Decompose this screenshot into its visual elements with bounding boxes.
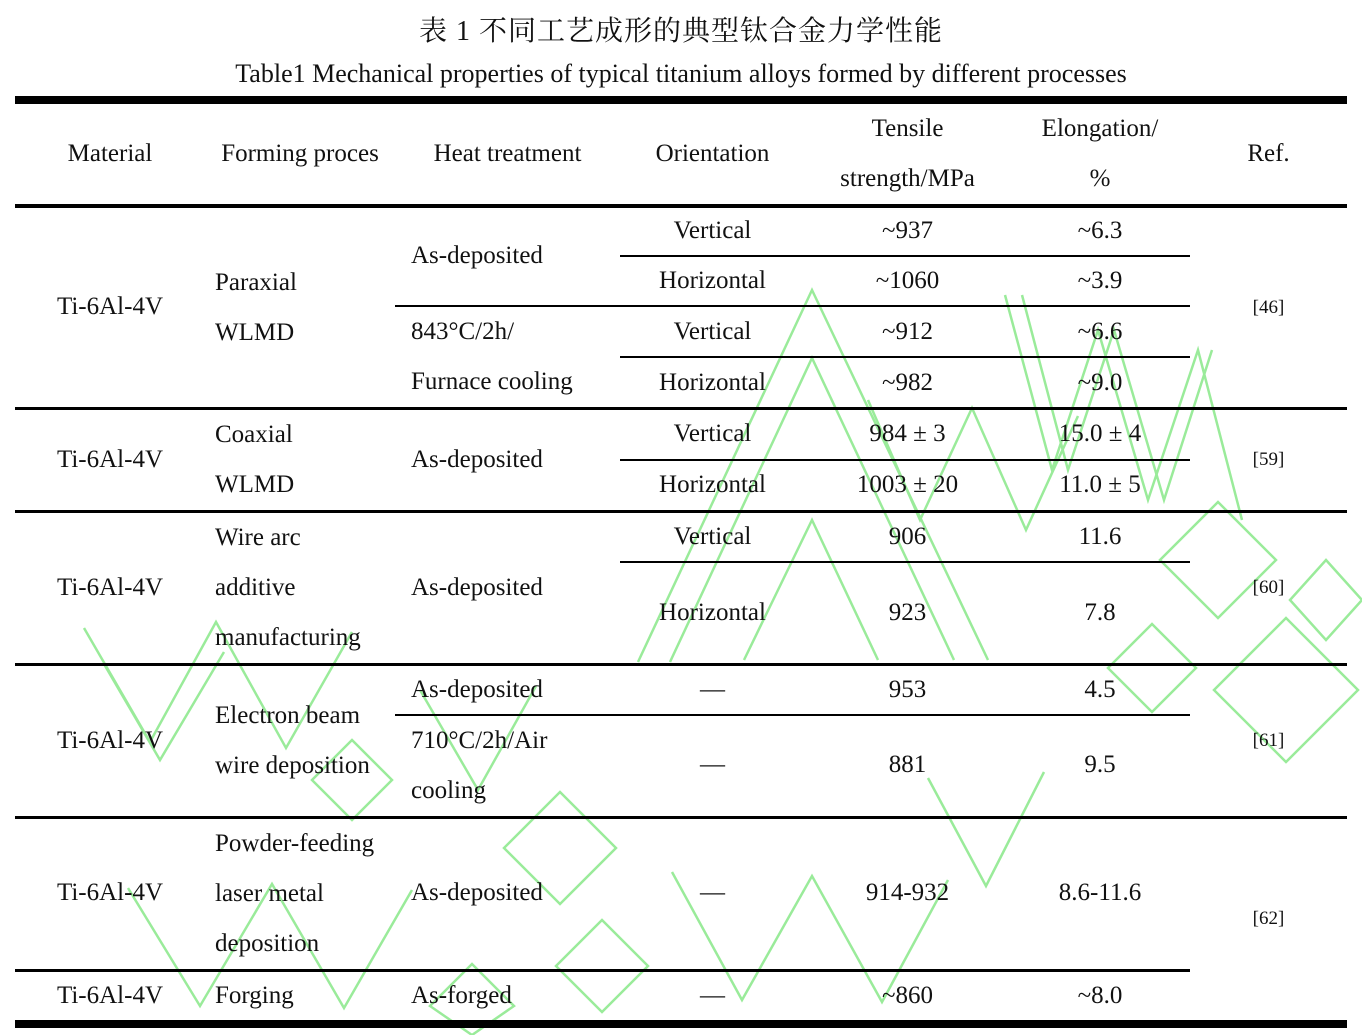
cell-reference: [61] [1190, 665, 1347, 818]
properties-table [15, 96, 1347, 1028]
cell-orientation: Vertical [620, 409, 805, 461]
forming-line: Wire arc [215, 524, 301, 551]
cell-tensile-strength: 923 [805, 562, 1010, 664]
cell-tensile-strength: ~1060 [805, 256, 1010, 306]
cell-elongation: 4.5 [1010, 665, 1190, 715]
forming-line: additive [215, 574, 296, 601]
cell-tensile-strength: 881 [805, 715, 1010, 818]
cell-orientation: Horizontal [620, 256, 805, 306]
table-row [15, 512, 1347, 563]
cell-tensile-strength: ~860 [881, 981, 934, 1009]
table-row [15, 665, 1347, 715]
cell-forming-process [205, 665, 395, 818]
header-elongation [1010, 100, 1190, 206]
cell-tensile-strength: 984 ± 3 [805, 409, 1010, 461]
cell-tensile-strength: ~937 [805, 206, 1010, 256]
header-elongation-line1: Elongation/ [1041, 115, 1159, 142]
cell-forming-process [205, 817, 395, 970]
forming-line: manufacturing [215, 624, 361, 651]
cell-heat-treatment: As-deposited [395, 409, 620, 512]
cell-heat-treatment: As-deposited [395, 206, 620, 306]
cell-elongation: 15.0 ± 4 [1010, 409, 1190, 461]
cell-heat-treatment: As-deposited [395, 665, 620, 715]
forming-line: Paraxial [215, 268, 297, 296]
cell-orientation: Horizontal [620, 357, 805, 408]
cell-elongation: 7.8 [1010, 562, 1190, 664]
cell-heat-treatment: As-deposited [395, 817, 620, 970]
cell-reference: [60] [1190, 512, 1347, 665]
cell-elongation: ~9.0 [1010, 357, 1190, 408]
forming-line: wire deposition [215, 751, 370, 779]
cell-tensile-strength: 906 [805, 512, 1010, 563]
cell-heat-treatment [395, 306, 620, 409]
cell-heat-treatment: As-deposited [395, 512, 620, 665]
cell-orientation: — [620, 715, 805, 818]
forming-line: Powder-feeding [215, 829, 375, 857]
cell-forming-process [205, 512, 395, 665]
cell-elongation: ~6.6 [1010, 306, 1190, 357]
cell-heat-treatment [395, 715, 620, 818]
heat-line: 710°C/2h/Air [411, 726, 548, 754]
forming-line: WLMD [215, 318, 295, 346]
header-elongation-line2: % [1089, 165, 1111, 192]
header-tensile-strength [805, 100, 1010, 206]
cell-orientation: — [620, 817, 805, 970]
cell-forming-process [205, 409, 395, 512]
header-tensile-line2: strength/MPa [840, 165, 975, 192]
cell-elongation: 11.6 [1010, 512, 1190, 563]
heat-line: Furnace cooling [411, 368, 573, 395]
cell-orientation: Vertical [620, 206, 805, 256]
cell-tensile-strength: 953 [805, 665, 1010, 715]
cell-orientation: Horizontal [620, 460, 805, 512]
cell-material: Ti-6Al-4V [15, 512, 205, 665]
table-caption-cn: 表 1 不同工艺成形的典型钛合金力学性能 [418, 16, 943, 47]
cell-material: Ti-6Al-4V [15, 206, 205, 409]
cell-elongation: ~6.3 [1010, 206, 1190, 256]
cell-material: Ti-6Al-4V [15, 665, 205, 818]
cell-forming-process [205, 206, 395, 409]
forming-line: Electron beam [215, 701, 361, 729]
cell-tensile-strength: ~912 [805, 306, 1010, 357]
cell-material: Ti-6Al-4V [15, 409, 205, 512]
forming-line: WLMD [215, 471, 295, 498]
heat-line: 843°C/2h/ [411, 318, 515, 345]
cell-orientation: — [700, 981, 725, 1009]
cell-orientation: Vertical [620, 306, 805, 357]
table-row [15, 970, 1347, 1024]
header-forming-process: Forming proces [205, 100, 395, 206]
forming-line: Coaxial [215, 421, 293, 448]
cell-reference: [46] [1190, 206, 1347, 409]
cell-material: Ti-6Al-4V [15, 817, 205, 970]
cell-orientation: Vertical [620, 512, 805, 563]
table-row [15, 206, 1347, 256]
table-row [15, 817, 1347, 970]
cell-reference: [62] [1252, 908, 1285, 930]
header-reference: Ref. [1190, 100, 1347, 206]
cell-elongation: ~3.9 [1010, 256, 1190, 306]
cell-tensile-strength: ~982 [805, 357, 1010, 408]
cell-material: Ti-6Al-4V [56, 981, 164, 1009]
cell-elongation: 9.5 [1010, 715, 1190, 818]
header-tensile-line1: Tensile [871, 115, 944, 142]
heat-line: cooling [411, 776, 486, 804]
cell-tensile-strength: 914-932 [805, 817, 1010, 970]
table-caption-en: Table1 Mechanical properties of typical titanium alloys formed by different processes [235, 59, 1127, 88]
cell-elongation: 11.0 ± 5 [1010, 460, 1190, 512]
cell-tensile-strength: 1003 ± 20 [805, 460, 1010, 512]
forming-line: deposition [215, 929, 320, 957]
cell-orientation: Horizontal [620, 562, 805, 664]
cell-reference: [59] [1190, 409, 1347, 512]
cell-orientation: — [620, 665, 805, 715]
cell-elongation: 8.6-11.6 [1010, 817, 1190, 970]
cell-heat-treatment: As-forged [411, 981, 512, 1009]
cell-forming-process: Forging [215, 981, 294, 1009]
table-row [15, 409, 1347, 461]
cell-elongation: ~8.0 [1077, 981, 1123, 1009]
header-heat-treatment: Heat treatment [395, 100, 620, 206]
header-orientation: Orientation [620, 100, 805, 206]
forming-line: laser metal [215, 879, 324, 907]
header-material: Material [15, 100, 205, 206]
